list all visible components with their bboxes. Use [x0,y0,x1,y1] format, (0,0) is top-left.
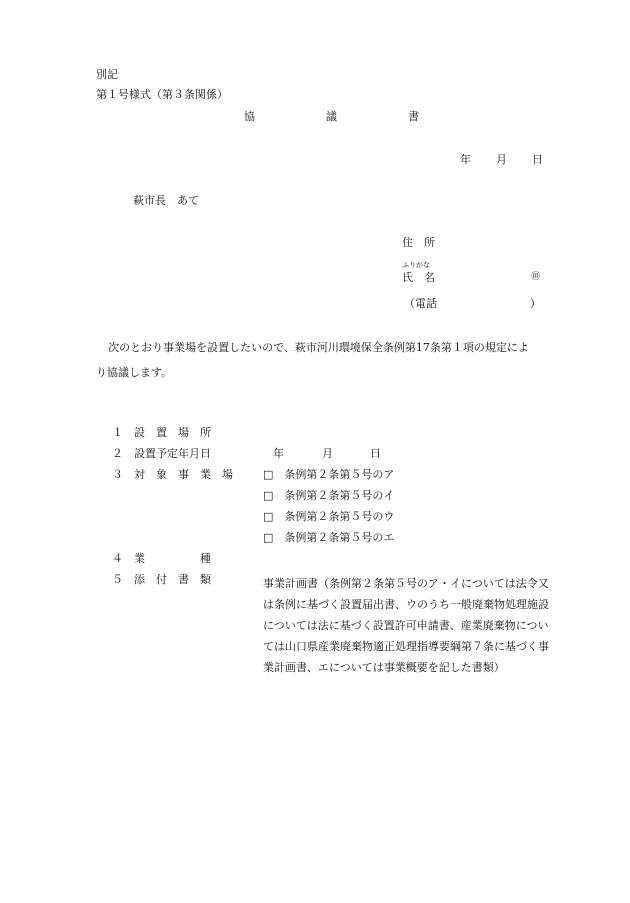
item-3-number: ３ [112,468,123,481]
attachment-line: 業計画書、エについては事業概要を記した書類） [263,661,505,674]
item-3-label: 対 象 事 業 場 [134,468,233,481]
item-3-option-u: □ 条例第２条第５号のウ [263,510,395,523]
item-2-day: 日 [370,447,381,460]
date-day: 日 [532,153,543,166]
phone-close: ） [530,297,541,310]
item-3-option-a: □ 条例第２条第５号のア [263,468,395,481]
item-1-label: 設 置 場 所 [134,426,211,439]
item-2-number: ２ [112,447,123,460]
addressee: 萩市長 あて [133,194,199,207]
address-label: 住 所 [402,236,435,249]
phone-open: （電話 [404,297,437,310]
title-char-1: 協 [244,110,255,123]
item-5-attachments [263,573,549,678]
attachment-line: ては山口県産業廃棄物適正処理指導要綱第７条に基づく事 [263,640,549,653]
attachment-line: は条例に基づく設置届出書、ウのうち一般廃棄物処理施設 [263,598,549,611]
item-5-label: 添 付 書 類 [134,573,211,586]
title-char-3: 書 [408,110,419,123]
annex-label: 別記 [96,68,118,81]
body-line: り協議します。 [96,366,173,379]
item-1-number: １ [112,426,123,439]
item-5-number: ５ [112,573,123,586]
item-4-label: 業 種 [134,552,211,565]
body-line: 次のとおり事業場を設置したいので、萩市河川環境保全条例第17条第１項の規定によ [108,341,529,354]
form-number: 第１号様式（第３条関係） [96,88,228,101]
body-paragraph [96,335,580,385]
seal-mark: ㊞ [531,272,541,282]
title-char-2: 議 [326,110,337,123]
item-3-option-i: □ 条例第２条第５号のイ [263,489,395,502]
item-3-option-e: □ 条例第２条第５号のエ [263,531,395,544]
item-4-number: ４ [112,552,123,565]
item-2-month: 月 [322,447,333,460]
attachment-line: については法に基づく設置許可申請書、産業廃棄物につい [263,619,549,632]
attachment-line: 事業計画書（条例第２条第５号のア・イについては法令又 [263,577,549,590]
furigana-label: ふりがな [402,261,430,269]
date-month: 月 [496,153,507,166]
date-year: 年 [460,153,471,166]
item-2-label: 設置予定年月日 [134,447,211,460]
name-label: 氏 名 [402,271,435,284]
item-2-year: 年 [273,447,284,460]
